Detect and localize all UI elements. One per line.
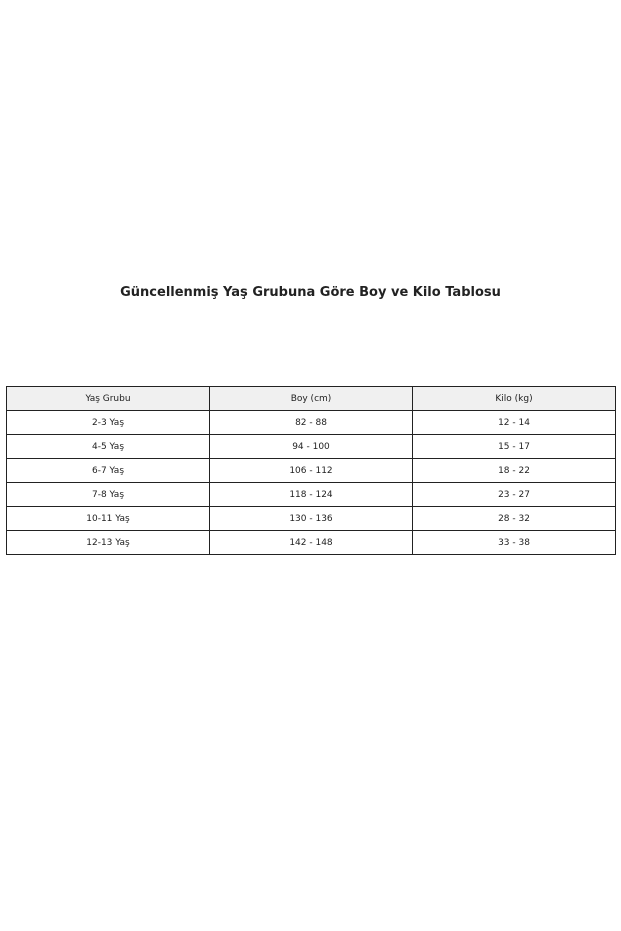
age-group-cell: 12-13 Yaş bbox=[7, 531, 210, 555]
table-row bbox=[7, 411, 616, 435]
weight-cell: 12 - 14 bbox=[413, 411, 616, 435]
age-group-cell: 7-8 Yaş bbox=[7, 483, 210, 507]
height-cell: 94 - 100 bbox=[210, 435, 413, 459]
size-chart-table bbox=[6, 386, 616, 555]
header-weight: Kilo (kg) bbox=[413, 387, 616, 411]
table-row bbox=[7, 507, 616, 531]
age-group-cell: 10-11 Yaş bbox=[7, 507, 210, 531]
page-title: Güncellenmiş Yaş Grubuna Göre Boy ve Kilo Tablosu bbox=[120, 285, 501, 300]
height-cell: 106 - 112 bbox=[210, 459, 413, 483]
age-group-cell: 6-7 Yaş bbox=[7, 459, 210, 483]
age-group-cell: 4-5 Yaş bbox=[7, 435, 210, 459]
weight-cell: 15 - 17 bbox=[413, 435, 616, 459]
weight-cell: 18 - 22 bbox=[413, 459, 616, 483]
weight-cell: 23 - 27 bbox=[413, 483, 616, 507]
height-cell: 142 - 148 bbox=[210, 531, 413, 555]
header-age-group: Yaş Grubu bbox=[7, 387, 210, 411]
height-cell: 118 - 124 bbox=[210, 483, 413, 507]
table-row bbox=[7, 483, 616, 507]
weight-cell: 28 - 32 bbox=[413, 507, 616, 531]
header-height: Boy (cm) bbox=[210, 387, 413, 411]
table-header-row bbox=[7, 387, 616, 411]
age-group-cell: 2-3 Yaş bbox=[7, 411, 210, 435]
height-cell: 82 - 88 bbox=[210, 411, 413, 435]
table-row bbox=[7, 435, 616, 459]
weight-cell: 33 - 38 bbox=[413, 531, 616, 555]
table-row bbox=[7, 459, 616, 483]
height-cell: 130 - 136 bbox=[210, 507, 413, 531]
table-row bbox=[7, 531, 616, 555]
